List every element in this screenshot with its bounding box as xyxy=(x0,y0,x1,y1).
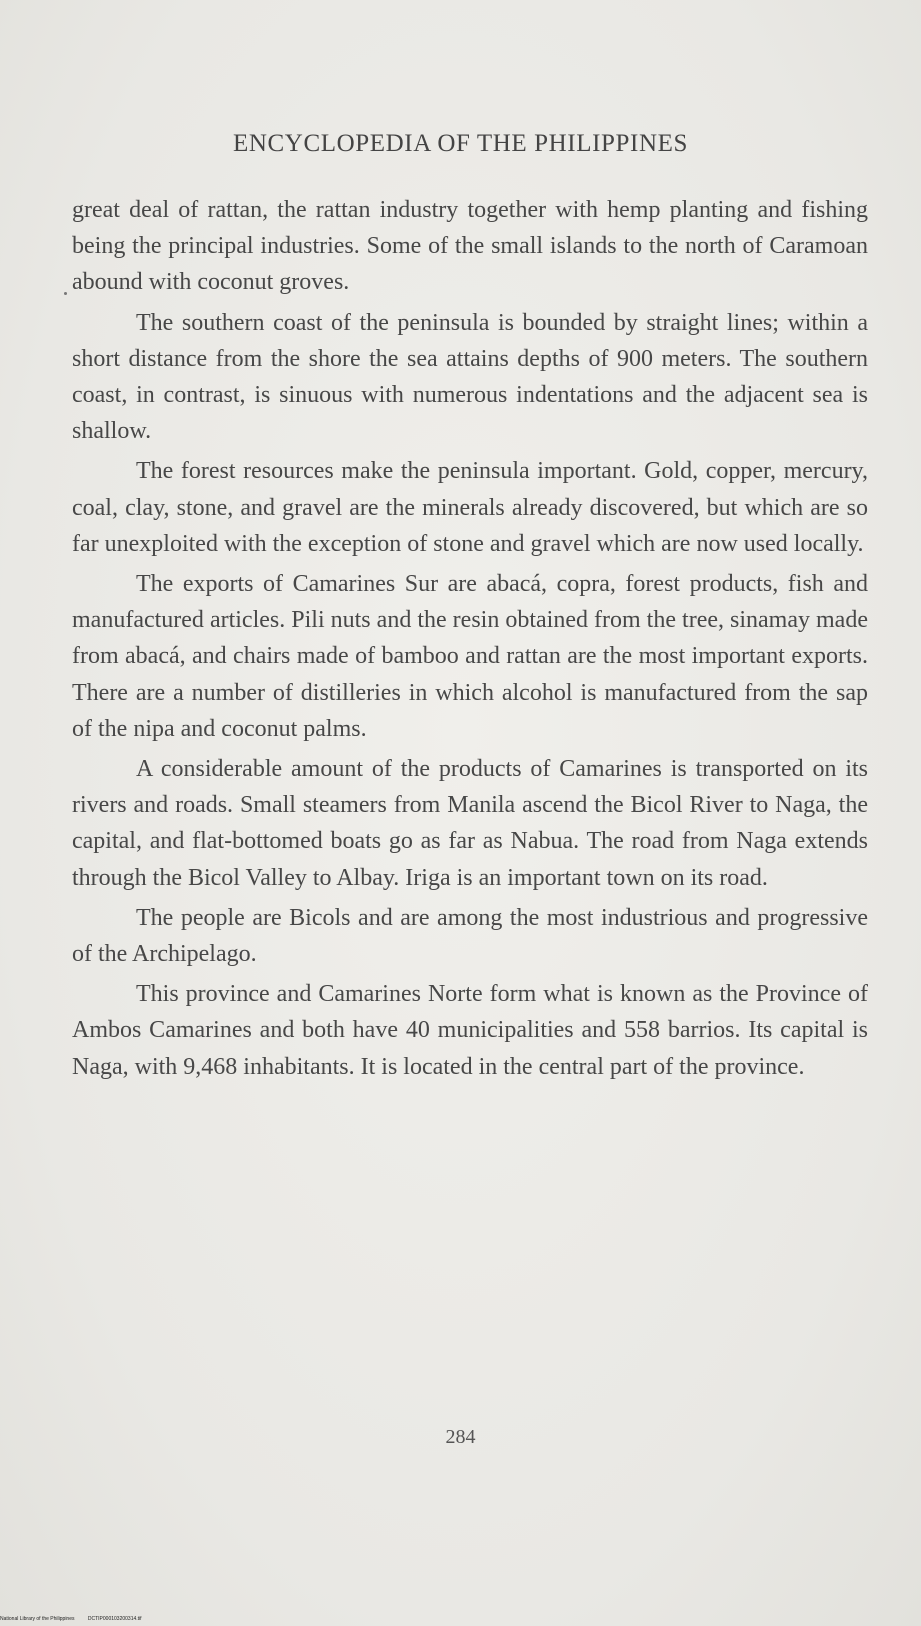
paragraph: The forest resources make the peninsula important. Gold, copper, mercury, coal, clay, stone, and gravel are the minerals already discovered, but which are so far unexploited with the exception of stone and gravel which are now used locally. xyxy=(72,458,868,557)
file-code: DCTIP000103200314.tif xyxy=(87,1616,142,1622)
page-number: 284 xyxy=(445,1426,476,1448)
scan-credit xyxy=(0,1616,142,1622)
paragraph: The southern coast of the peninsula is bounded by straight lines; within a short distance from the shore the sea attains depths of 900 meters. The southern coast, in contrast, is sinuous with numerous indentations and the adjacent sea is shallow. xyxy=(72,309,868,445)
ink-speck xyxy=(64,292,67,295)
library-credit: National Library of the Philippines xyxy=(0,1616,75,1622)
paragraph: This province and Camarines Norte form what is known as the Province of Ambos Camarines and both have 40 municipalities and 558 barrios. Its capital is Naga, with 9,468 inhabitants. It is located in the central part of the province. xyxy=(72,981,868,1080)
paragraph: The people are Bicols and are among the most industrious and progressive of the Archipelago. xyxy=(72,904,868,968)
running-head: ENCYCLOPEDIA OF THE PHILIPPINES xyxy=(233,130,688,157)
paragraph: A considerable amount of the products of Camarines is transported on its rivers and roads. Small steamers from Manila ascend the Bicol River to Naga, the capital, and flat-bottomed boats go as far as Nabua. The road from Naga extends through the Bicol Valley to Albay. Iriga is an important town on its road. xyxy=(72,756,868,891)
paragraph: The exports of Camarines Sur are abacá, copra, forest products, fish and manufactured articles. Pili nuts and the resin obtained from the tree, sinamay made from abacá, and chairs made of bamboo and rattan are the most important exports. There are a number of distilleries in which alcohol is manufactured from the sap of the nipa and coconut palms. xyxy=(72,571,868,742)
paragraph-continued: great deal of rattan, the rattan industry together with hemp planting and fishing being the principal industries. Some of the small islands to the north of Caramoan abound with coconut groves. xyxy=(72,197,868,296)
body-text xyxy=(72,192,868,1085)
